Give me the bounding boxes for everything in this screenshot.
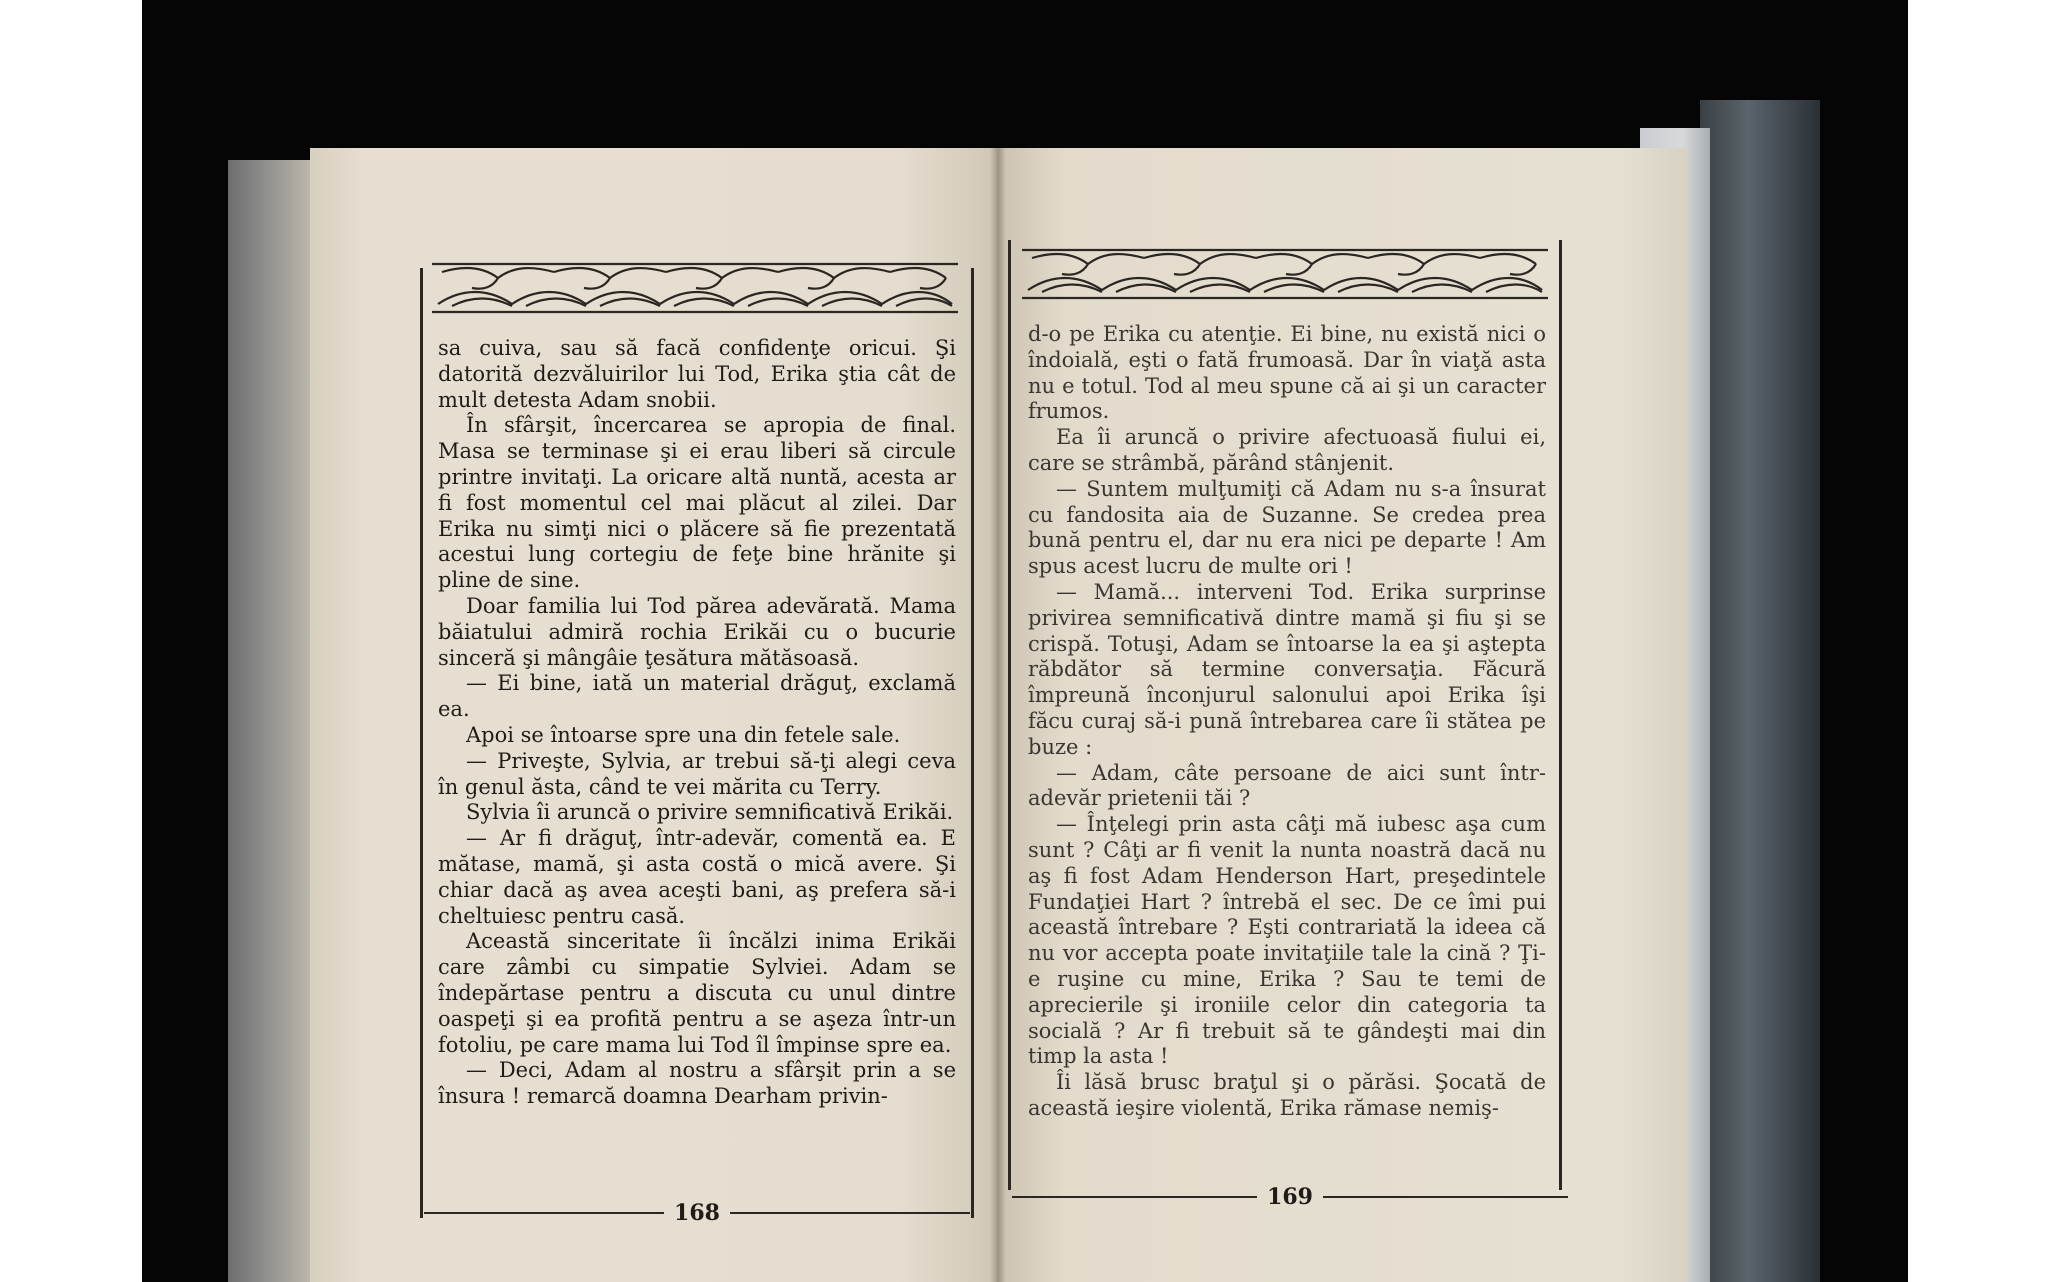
book-gutter	[990, 148, 1006, 1282]
paragraph: — Ei bine, iată un material drăguţ, exclamă ea.	[438, 671, 956, 722]
left-header-ornament	[432, 258, 958, 318]
right-page-text	[1028, 322, 1546, 1122]
footer-rule	[1012, 1196, 1257, 1198]
page-number: 169	[1267, 1184, 1313, 1210]
paragraph: — Deci, Adam al nostru a sfârşit prin a se însura ! remarcă doamna Dearham privin-	[438, 1058, 956, 1109]
paragraph: — Adam, câte persoane de aici sunt într-adevăr prietenii tăi ?	[1028, 760, 1546, 811]
paragraph: sa cuiva, sau să facă confidenţe oricui. Şi datorită dezvăluirilor lui Tod, Erika ştia cât de mult detesta Adam snobii.	[438, 336, 956, 412]
paragraph: Doar familia lui Tod părea adevărată. Mama băiatului admiră rochia Erikăi cu o bucurie sinceră şi mângâie ţesătura mătăsoasă.	[438, 593, 956, 670]
footer-rule	[424, 1212, 664, 1214]
paragraph: d-o pe Erika cu atenţie. Ei bine, nu există nici o îndoială, eşti o fată frumoasă. Dar în viaţă asta nu e totul. Tod al meu spune că ai şi un caracter frumos.	[1028, 322, 1546, 424]
left-page-footer	[424, 1200, 970, 1226]
paragraph: — Ar fi drăguţ, într-adevăr, comentă ea. E mătase, mamă, şi asta costă o mică avere. Şi chiar dacă aş avea aceşti bani, aş prefera să-i cheltuiesc pentru casă.	[438, 826, 956, 928]
paragraph: În sfârşit, încercarea se apropia de final. Masa se terminase şi ei erau liberi să circule printre invitaţi. La oricare altă nuntă, acesta ar fi fost momentul cel mai plăcut al zilei. Dar Erika nu simţi nici o plăcere să fie prezentată acestui lung cortegiu de feţe bine hrănite şi pline de sine.	[438, 413, 956, 593]
paragraph: Apoi se întoarse spre una din fetele sale.	[466, 722, 901, 747]
right-page-footer	[1012, 1184, 1568, 1210]
book-cover-edge	[1700, 100, 1820, 1282]
paragraph: Ea îi aruncă o privire afectuoasă fiului ei, care se strâmbă, părând stânjenit.	[1028, 425, 1546, 475]
paragraph: — Priveşte, Sylvia, ar trebui să-ţi alegi ceva în genul ăsta, când te vei mărita cu Terry.	[438, 748, 956, 799]
footer-rule	[1323, 1196, 1568, 1198]
paragraph: — Suntem mulţumiţi că Adam nu s-a însurat cu fandosita aia de Suzanne. Se credea prea bună pentru el, dar nu era nici pe departe ! Am spus acest lucru de multe ori !	[1028, 476, 1546, 579]
right-header-ornament	[1022, 244, 1548, 304]
paragraph: — Mamă... interveni Tod. Erika surprinse privirea semnificativă dintre mamă şi fiu şi se crispă. Totuşi, Adam se întoarse la ea şi aştepta răbdător să termine conversaţia. Făcură împreună înconjurul salonului apoi Erika îşi făcu curaj să-i pună întrebarea care îi stătea pe buze :	[1028, 579, 1546, 759]
paragraph: Sylvia îi aruncă o privire semnificativă Erikăi.	[466, 800, 954, 825]
left-page-text	[438, 336, 956, 1110]
paragraph: Această sinceritate îi încălzi inima Erikăi care zâmbi cu simpatie Sylviei. Adam se îndepărtase pentru a discuta cu unul dintre oaspeţi şi ea profită pentru a se aşeza într-un fotoliu, pe care mama lui Tod îl împinse spre ea.	[438, 929, 956, 1057]
page-number: 168	[674, 1200, 720, 1226]
paragraph: — Înţelegi prin asta câţi mă iubesc aşa cum sunt ? Câţi ar fi venit la nunta noastră dacă nu aş fi fost Adam Henderson Hart, preşedintele Fundaţiei Hart ? întrebă el sec. De ce îmi pui această întrebare ? Eşti contrariată la ideea că nu vor accepta poate invitaţiile tale la cină ? Ţi-e ruşine cu mine, Erika ? Sau te temi de aprecierile şi ironiile celor din categoria ta socială ? Ar fi trebuit să te gândeşti mai din timp la asta !	[1028, 812, 1546, 1069]
footer-rule	[730, 1212, 970, 1214]
paragraph: Îi lăsă brusc braţul şi o părăsi. Şocată de această ieşire violentă, Erika rămase nemiş-	[1028, 1070, 1546, 1120]
